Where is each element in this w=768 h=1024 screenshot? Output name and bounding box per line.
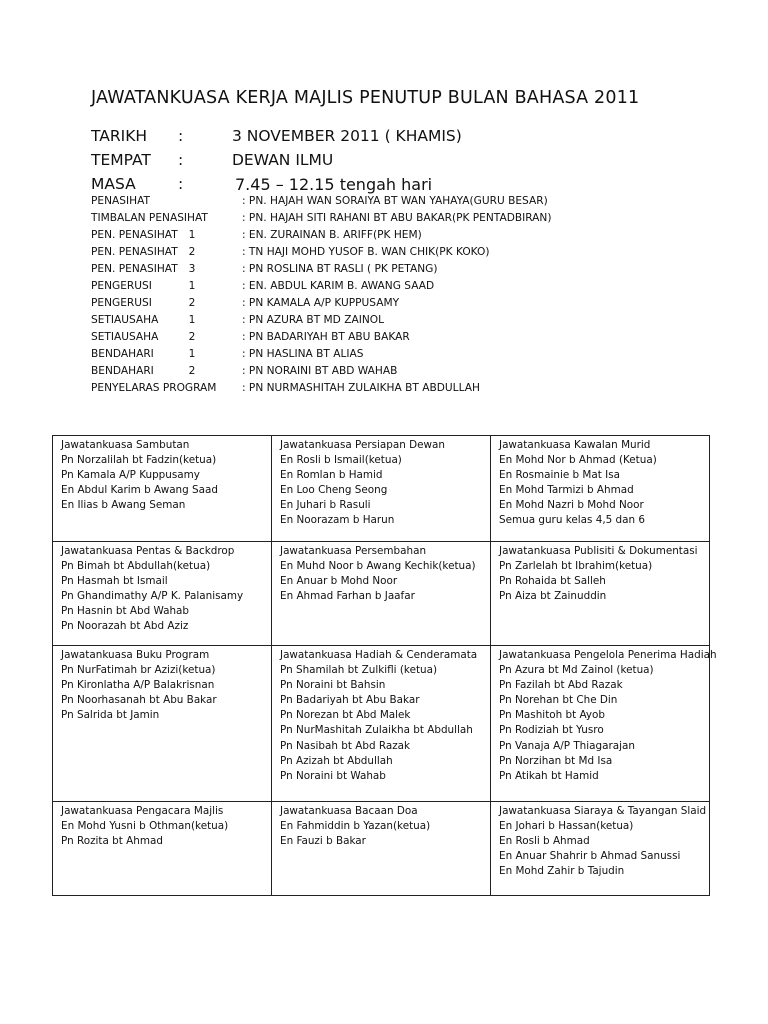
committee-member: Pn Rozita bt Ahmad — [61, 835, 163, 848]
committee-cell — [491, 646, 717, 802]
officer-role: PENYELARAS PROGRAM — [91, 382, 217, 394]
committee-member: Pn NurFatimah br Azizi(ketua) — [61, 664, 216, 677]
committee-member: En Muhd Noor b Awang Kechik(ketua) — [280, 560, 476, 573]
officer-number: 2 — [188, 365, 196, 377]
document-title: JAWATANKUASA KERJA MAJLIS PENUTUP BULAN BAHASA 2011 — [91, 88, 640, 108]
committee-title: Jawatankuasa Pengacara Majlis — [61, 805, 224, 817]
committee-member: En Ilias b Awang Seman — [61, 499, 186, 512]
info-label: MASA — [91, 175, 136, 193]
officer-number: 2 — [188, 246, 196, 258]
officer-row — [91, 280, 691, 297]
officer-name: : PN. HAJAH WAN SORAIYA BT WAN YAHAYA(GURU BESAR) — [242, 195, 548, 207]
committee-title: Jawatankuasa Persembahan — [280, 545, 427, 557]
info-label: TARIKH — [91, 127, 148, 145]
committee-member: Pn Atikah bt Hamid — [499, 769, 599, 782]
committee-cell — [491, 436, 710, 542]
officer-row — [91, 212, 691, 229]
committee-member: En Romlan b Hamid — [280, 469, 383, 482]
officer-row — [91, 297, 691, 314]
committee-member: Pn Aiza bt Zainuddin — [499, 590, 607, 603]
committee-member: Pn Norezan bt Abd Malek — [280, 709, 411, 722]
committee-member: Pn Hasmah bt Ismail — [61, 575, 168, 588]
officer-number: 1 — [188, 348, 196, 360]
committee-member: Pn Azura bt Md Zainol (ketua) — [499, 664, 654, 677]
committee-member: En Rosmainie b Mat Isa — [499, 469, 620, 482]
committee-member: Pn Shamilah bt Zulkifli (ketua) — [280, 664, 438, 677]
officer-row — [91, 246, 691, 263]
officer-role: PEN. PENASIHAT — [91, 263, 178, 275]
committee-cell — [491, 542, 710, 646]
committee-member: En Mohd Zahir b Tajudin — [499, 865, 625, 878]
committee-member: Pn Rohaida bt Salleh — [499, 575, 606, 588]
committee-row — [53, 646, 710, 802]
committee-cell — [272, 646, 491, 802]
info-colon: : — [178, 151, 184, 169]
committee-member: Pn Hasnin bt Abd Wahab — [61, 605, 190, 618]
committee-member: En Anuar Shahrir b Ahmad Sanussi — [499, 850, 681, 863]
committee-member: Pn Vanaja A/P Thiagarajan — [499, 739, 635, 752]
officer-number: 1 — [188, 314, 196, 326]
info-colon: : — [178, 175, 184, 193]
committee-member: En Noorazam b Harun — [280, 514, 395, 527]
officer-row — [91, 331, 691, 348]
committee-title: Jawatankuasa Siaraya & Tayangan Slaid — [499, 805, 707, 817]
officer-name: : EN. ABDUL KARIM B. AWANG SAAD — [242, 280, 435, 292]
committee-member: Pn Rodiziah bt Yusro — [499, 724, 604, 737]
officer-role: PENGERUSI — [91, 280, 152, 292]
officer-row — [91, 348, 691, 365]
committee-member: Pn Bimah bt Abdullah(ketua) — [61, 560, 211, 573]
committee-member: Pn NurMashitah Zulaikha bt Abdullah — [280, 724, 473, 737]
committee-member: En Johari b Hassan(ketua) — [499, 820, 634, 833]
committee-cell — [272, 542, 491, 646]
officer-role: SETIAUSAHA — [91, 314, 159, 326]
officer-role: PEN. PENASIHAT — [91, 229, 178, 241]
officer-name: : PN KAMALA A/P KUPPUSAMY — [242, 297, 400, 309]
committee-title: Jawatankuasa Persiapan Dewan — [280, 439, 445, 451]
officer-row — [91, 365, 691, 382]
committee-member: En Fauzi b Bakar — [280, 835, 366, 848]
committee-member: En Juhari b Rasuli — [280, 499, 371, 512]
info-value: 3 NOVEMBER 2011 ( KHAMIS) — [232, 127, 462, 145]
officer-row — [91, 195, 691, 212]
committee-member: Pn Badariyah bt Abu Bakar — [280, 694, 420, 707]
committee-member: Pn Kironlatha A/P Balakrisnan — [61, 679, 215, 692]
committee-cell — [272, 802, 491, 896]
committee-member: En Rosli b Ahmad — [499, 835, 590, 848]
committee-member: Pn Mashitoh bt Ayob — [499, 709, 605, 722]
committee-member: Pn Fazilah bt Abd Razak — [499, 679, 623, 692]
officer-role: PENASIHAT — [91, 195, 150, 207]
committee-table — [52, 435, 717, 896]
committee-member: Semua guru kelas 4,5 dan 6 — [499, 514, 646, 527]
info-colon: : — [178, 127, 184, 145]
officer-role: BENDAHARI — [91, 348, 154, 360]
committee-cell — [53, 436, 272, 542]
officer-name: : PN BADARIYAH BT ABU BAKAR — [242, 331, 410, 343]
officer-name: : PN AZURA BT MD ZAINOL — [242, 314, 384, 326]
committee-title: Jawatankuasa Bacaan Doa — [280, 805, 418, 817]
committee-member: En Mohd Nor b Ahmad (Ketua) — [499, 454, 657, 467]
officer-number: 1 — [188, 280, 196, 292]
officer-role: PENGERUSI — [91, 297, 152, 309]
info-value: 7.45 – 12.15 tengah hari — [235, 175, 433, 194]
committee-member: Pn Noraini bt Bahsin — [280, 679, 386, 692]
officer-row — [91, 382, 691, 399]
committee-member: Pn Azizah bt Abdullah — [280, 754, 393, 767]
committee-member: Pn Noorazah bt Abd Aziz — [61, 620, 189, 633]
committee-title: Jawatankuasa Kawalan Murid — [499, 439, 651, 451]
officer-name: : PN HASLINA BT ALIAS — [242, 348, 364, 360]
committee-member: Pn Kamala A/P Kuppusamy — [61, 469, 200, 482]
committee-cell — [53, 646, 272, 802]
officer-role: BENDAHARI — [91, 365, 154, 377]
info-value: DEWAN ILMU — [232, 151, 334, 169]
officer-role: PEN. PENASIHAT — [91, 246, 178, 258]
officer-number: 2 — [188, 297, 196, 309]
committee-row — [53, 802, 710, 896]
committee-title: Jawatankuasa Buku Program — [61, 649, 210, 661]
officer-row — [91, 263, 691, 280]
committee-cell — [272, 436, 491, 542]
committee-member: Pn Norzalilah bt Fadzin(ketua) — [61, 454, 217, 467]
committee-member: En Rosli b Ismail(ketua) — [280, 454, 402, 467]
officer-name: : TN HAJI MOHD YUSOF B. WAN CHIK(PK KOKO) — [242, 246, 490, 258]
officer-number: 1 — [188, 229, 196, 241]
committee-cell — [53, 802, 272, 896]
committee-row — [53, 542, 710, 646]
committee-title: Jawatankuasa Hadiah & Cenderamata — [280, 649, 478, 661]
committee-member: En Fahmiddin b Yazan(ketua) — [280, 820, 431, 833]
committee-member: Pn Noorhasanah bt Abu Bakar — [61, 694, 217, 707]
officer-name: : PN ROSLINA BT RASLI ( PK PETANG) — [242, 263, 438, 275]
committee-title: Jawatankuasa Pentas & Backdrop — [61, 545, 235, 557]
committee-member: Pn Ghandimathy A/P K. Palanisamy — [61, 590, 244, 603]
officer-role: TIMBALAN PENASIHAT — [91, 212, 208, 224]
committee-member: En Mohd Tarmizi b Ahmad — [499, 484, 634, 497]
committee-cell — [53, 542, 272, 646]
committee-member: Pn Noraini bt Wahab — [280, 769, 386, 782]
committee-cell — [491, 802, 710, 896]
committee-title: Jawatankuasa Sambutan — [61, 439, 190, 451]
officer-name: : EN. ZURAINAN B. ARIFF(PK HEM) — [242, 229, 422, 241]
committee-member: Pn Salrida bt Jamin — [61, 709, 160, 722]
officer-row — [91, 314, 691, 331]
committee-member: Pn Norehan bt Che Din — [499, 694, 618, 707]
info-label: TEMPAT — [91, 151, 151, 169]
officer-row — [91, 229, 691, 246]
officer-name: : PN NORAINI BT ABD WAHAB — [242, 365, 398, 377]
committee-member: En Mohd Nazri b Mohd Noor — [499, 499, 644, 512]
officer-role: SETIAUSAHA — [91, 331, 159, 343]
committee-row — [53, 436, 710, 542]
committee-member: En Ahmad Farhan b Jaafar — [280, 590, 415, 603]
committee-title: Jawatankuasa Pengelola Penerima Hadiah — [499, 649, 717, 661]
committee-member: En Anuar b Mohd Noor — [280, 575, 398, 588]
committee-member: Pn Nasibah bt Abd Razak — [280, 739, 411, 752]
officer-number: 2 — [188, 331, 196, 343]
committee-member: En Abdul Karim b Awang Saad — [61, 484, 218, 497]
committee-member: Pn Norzihan bt Md Isa — [499, 754, 613, 767]
officer-list — [91, 195, 691, 399]
committee-member: En Loo Cheng Seong — [280, 484, 388, 497]
officer-number: 3 — [188, 263, 196, 275]
committee-member: Pn Zarlelah bt Ibrahim(ketua) — [499, 560, 653, 573]
committee-title: Jawatankuasa Publisiti & Dokumentasi — [499, 545, 698, 557]
officer-name: : PN. HAJAH SITI RAHANI BT ABU BAKAR(PK PENTADBIRAN) — [242, 212, 552, 224]
committee-member: En Mohd Yusni b Othman(ketua) — [61, 820, 229, 833]
officer-name: : PN NURMASHITAH ZULAIKHA BT ABDULLAH — [242, 382, 480, 394]
